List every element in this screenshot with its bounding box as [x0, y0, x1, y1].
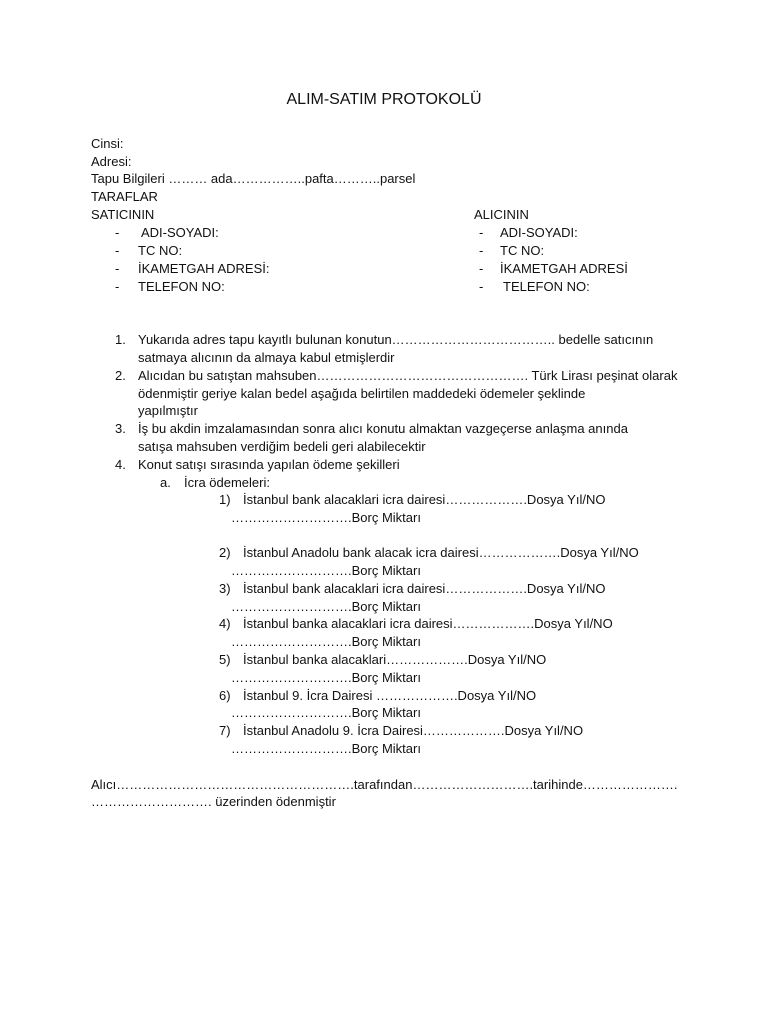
seller-phone-label: TELEFON NO: [138, 279, 225, 294]
field-cinsi: Cinsi: [91, 136, 124, 151]
icra-office: İstanbul bank alacaklari icra dairesi……………….Dosya Yıl/NO [243, 492, 606, 507]
clause-text: Alıcıdan bu satıştan mahsuben…………………………………………. Türk Lirası peşinat olarak [138, 368, 678, 383]
clause-text: satmaya alıcının da almaya kabul etmişlerdir [138, 350, 395, 365]
clause-text: ödenmiştir geriye kalan bedel aşağıda belirtilen maddedeki ödemeler şeklinde [138, 386, 586, 401]
icra-office: İstanbul 9. İcra Dairesi ……………….Dosya Yıl/NO [243, 688, 537, 703]
page-title: ALIM-SATIM PROTOKOLÜ [286, 91, 482, 108]
seller-bullet: - [115, 279, 120, 294]
buyer-name-label: ADI-SOYADI: [500, 225, 578, 240]
icra-debt-amount: ……………………….Borç Miktarı [231, 741, 421, 756]
footer-payment-line: ………………………. üzerinden ödenmiştir [91, 794, 336, 809]
clause-number: 4. [115, 457, 126, 472]
icra-office: İstanbul banka alacaklari……………….Dosya Yıl/NO [243, 652, 547, 667]
icra-office: İstanbul bank alacaklari icra dairesi……………….Dosya Yıl/NO [243, 581, 606, 596]
icra-debt-amount: ……………………….Borç Miktarı [231, 510, 421, 525]
seller-heading: SATICININ [91, 207, 155, 222]
buyer-tc-label: TC NO: [500, 243, 545, 258]
section-taraflar: TARAFLAR [91, 189, 158, 204]
icra-debt-amount: ……………………….Borç Miktarı [231, 670, 421, 685]
icra-number: 6) [219, 688, 231, 703]
footer-payment-line: Alıcı……………………………………………….tarafından……………………….tarihinde…………………. [91, 777, 678, 792]
icra-office: İstanbul banka alacaklari icra dairesi……………….Dosya Yıl/NO [243, 616, 613, 631]
sub-item-letter: a. [160, 475, 171, 490]
clause-text: yapılmıştır [138, 403, 198, 418]
icra-debt-amount: ……………………….Borç Miktarı [231, 599, 421, 614]
icra-number: 5) [219, 652, 231, 667]
sub-item-text: İcra ödemeleri: [184, 475, 270, 490]
clause-text: Yukarıda adres tapu kayıtlı bulunan konutun……………………………….. bedelle satıcının [138, 332, 654, 347]
icra-office: İstanbul Anadolu 9. İcra Dairesi……………….Dosya Yıl/NO [243, 723, 584, 738]
icra-number: 4) [219, 616, 231, 631]
field-adresi: Adresi: [91, 154, 132, 169]
icra-number: 7) [219, 723, 231, 738]
icra-debt-amount: ……………………….Borç Miktarı [231, 634, 421, 649]
icra-number: 1) [219, 492, 231, 507]
clause-number: 1. [115, 332, 126, 347]
clause-text: İş bu akdin imzalamasından sonra alıcı konutu almaktan vazgeçerse anlaşma anında [138, 421, 628, 436]
clause-text: satışa mahsuben verdiğim bedeli geri alabilecektir [138, 439, 426, 454]
buyer-bullet: - [479, 279, 484, 294]
buyer-phone-label: TELEFON NO: [503, 279, 590, 294]
buyer-bullet: - [479, 261, 484, 276]
buyer-address-label: İKAMETGAH ADRESİ [500, 261, 628, 276]
seller-bullet: - [115, 225, 120, 240]
clause-text: Konut satışı sırasında yapılan ödeme şekilleri [138, 457, 400, 472]
seller-bullet: - [115, 261, 120, 276]
buyer-heading: ALICININ [474, 207, 529, 222]
field-tapu-bilgileri: Tapu Bilgileri ……… ada……………..pafta………..parsel [91, 171, 416, 186]
clause-number: 3. [115, 421, 126, 436]
icra-number: 3) [219, 581, 231, 596]
seller-bullet: - [115, 243, 120, 258]
clause-number: 2. [115, 368, 126, 383]
buyer-bullet: - [479, 225, 484, 240]
icra-debt-amount: ……………………….Borç Miktarı [231, 705, 421, 720]
buyer-bullet: - [479, 243, 484, 258]
seller-address-label: İKAMETGAH ADRESİ: [138, 261, 270, 276]
icra-number: 2) [219, 545, 231, 560]
icra-debt-amount: ……………………….Borç Miktarı [231, 563, 421, 578]
seller-name-label: ADI-SOYADI: [141, 225, 219, 240]
icra-office: İstanbul Anadolu bank alacak icra dairesi……………….Dosya Yıl/NO [243, 545, 639, 560]
seller-tc-label: TC NO: [138, 243, 183, 258]
